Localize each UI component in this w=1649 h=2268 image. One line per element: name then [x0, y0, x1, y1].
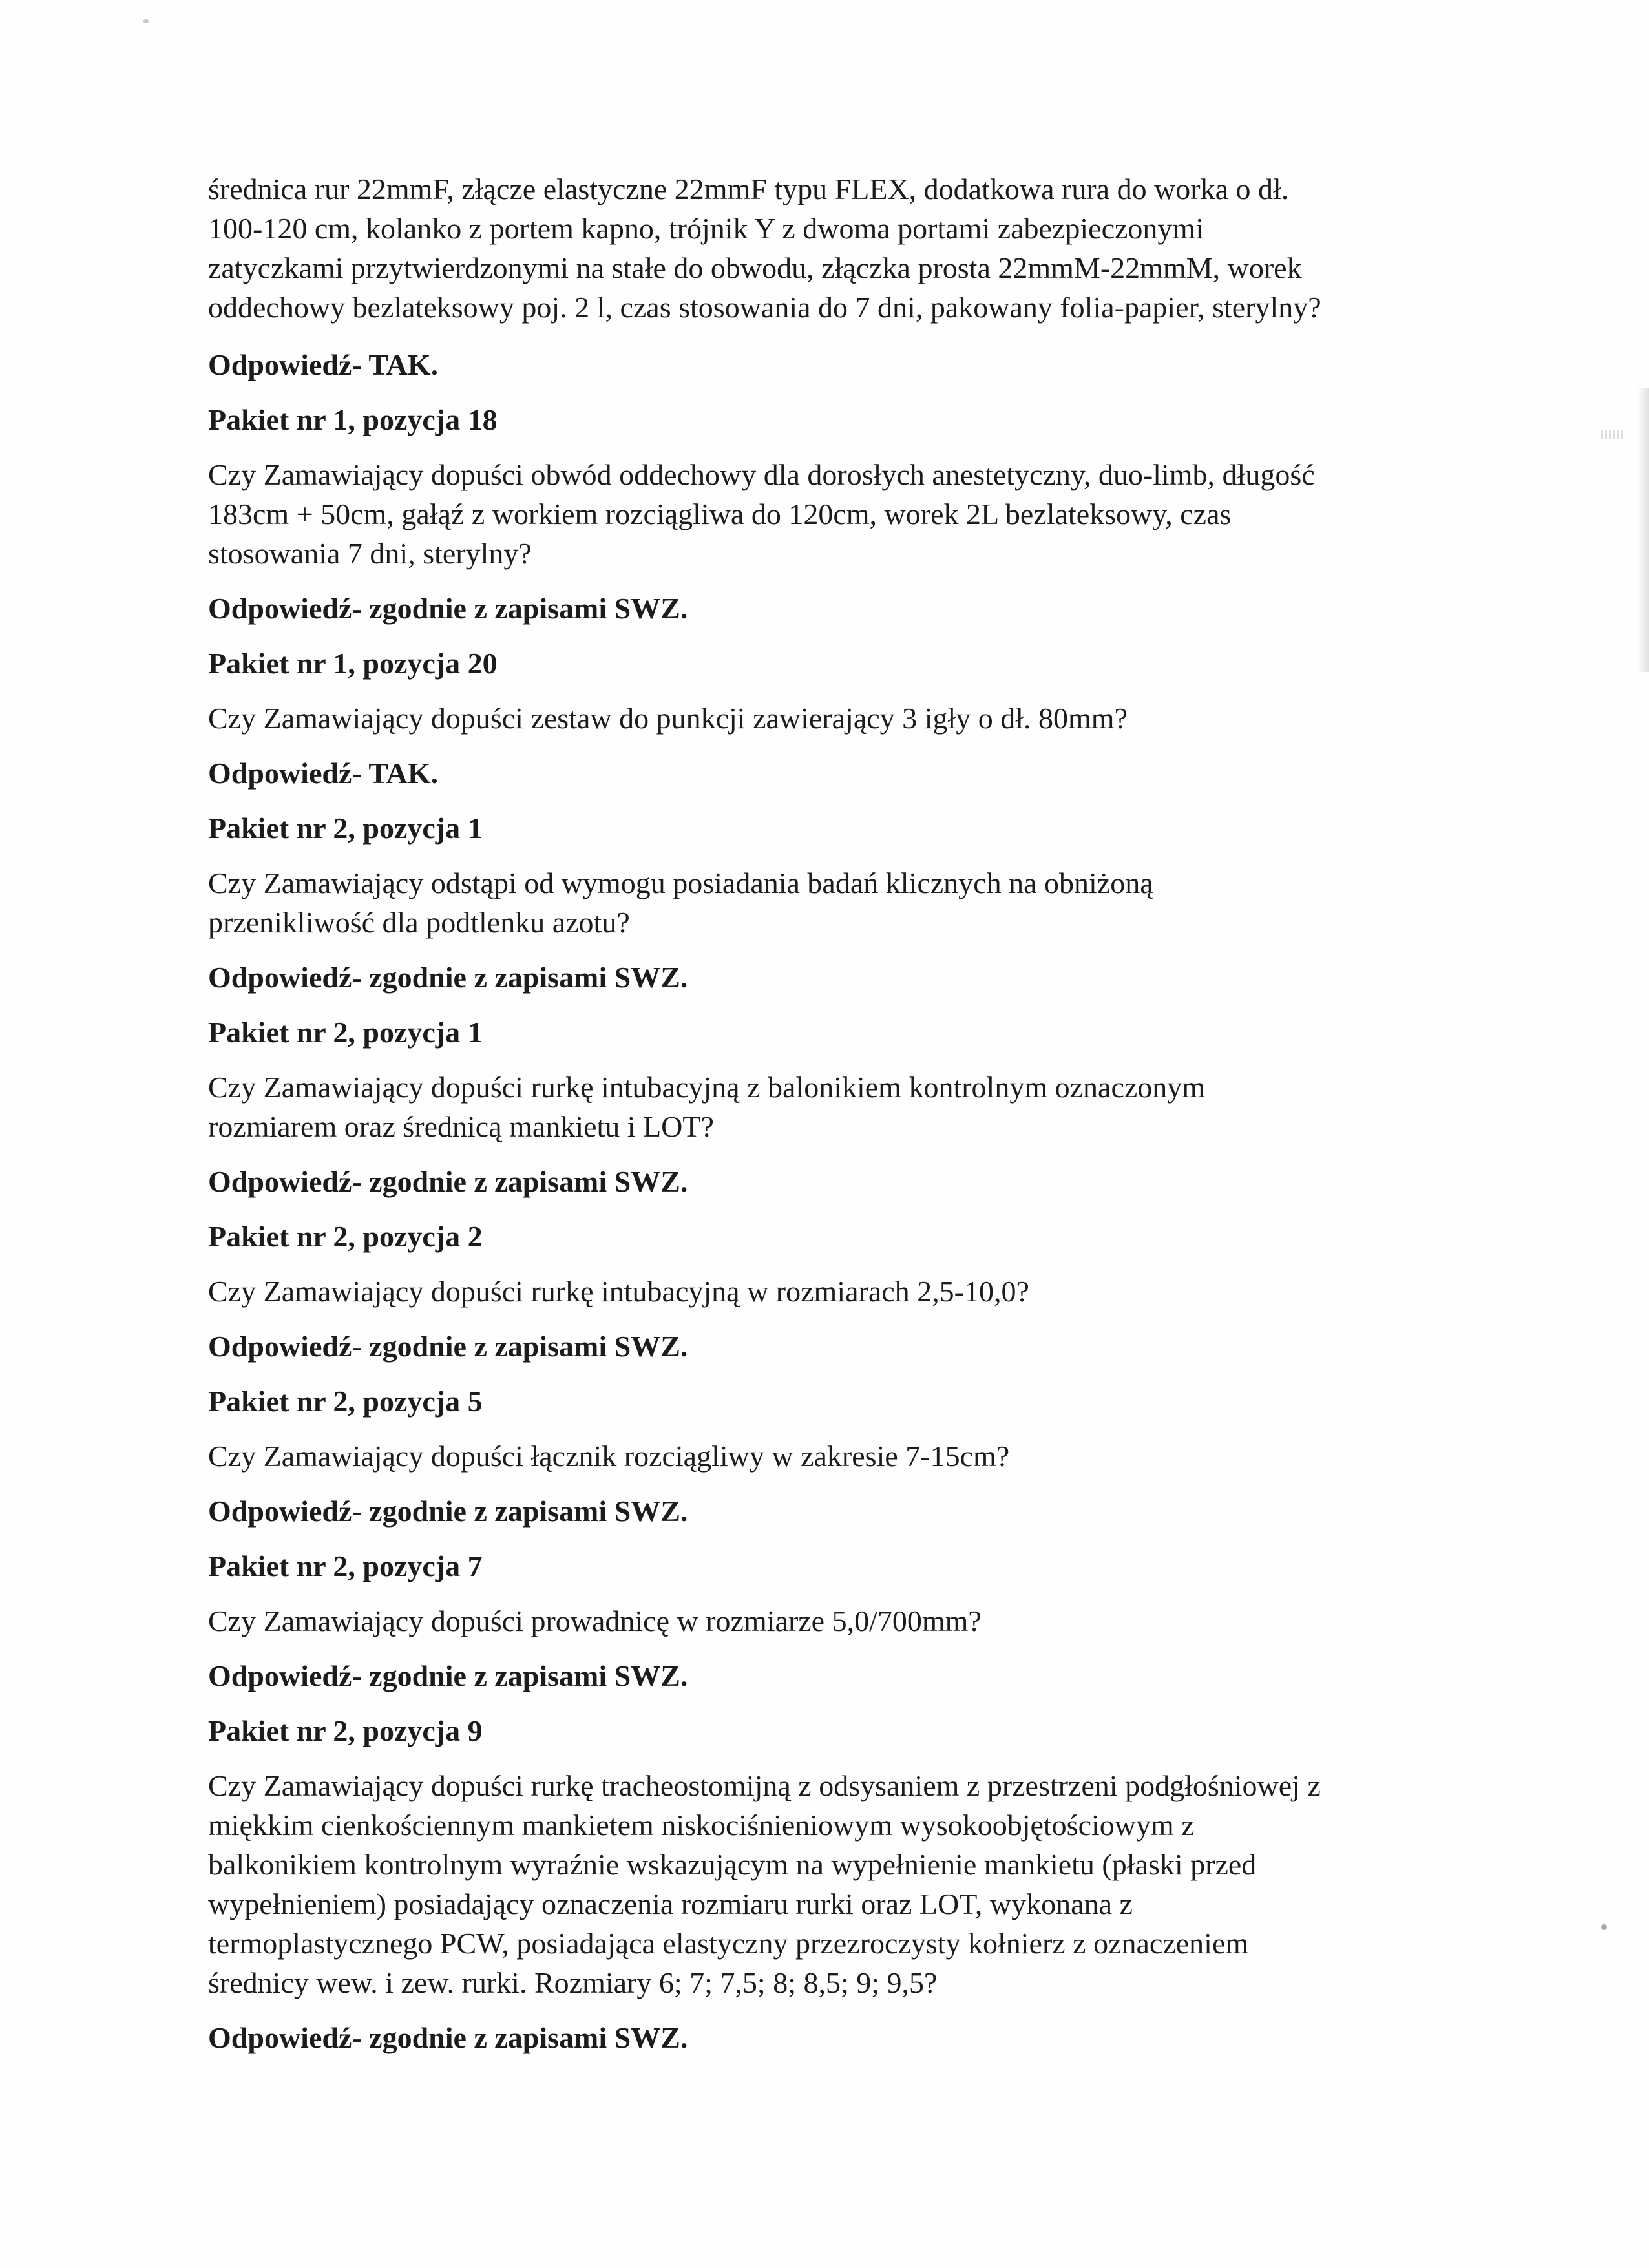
item-heading: Pakiet nr 2, pozycja 1 [208, 1016, 483, 1049]
item-question: Czy Zamawiający dopuści prowadnicę w rozmiarze 5,0/700mm? [208, 1604, 982, 1637]
item-question: Czy Zamawiający dopuści zestaw do punkcji zawierający 3 igły o dł. 80mm? [208, 702, 1128, 735]
item-heading: Pakiet nr 2, pozycja 7 [208, 1549, 483, 1582]
item-answer: Odpowiedź- TAK. [208, 757, 439, 790]
item-answer: Odpowiedź- zgodnie z zapisami SWZ. [208, 2021, 688, 2054]
item-heading: Pakiet nr 2, pozycja 5 [208, 1385, 483, 1418]
item-answer: Odpowiedź- zgodnie z zapisami SWZ. [208, 1659, 688, 1692]
item-question: Czy Zamawiający dopuści obwód oddechowy dla dorosłych anestetyczny, duo-limb, długość 183cm + 50cm, gałąź z workiem rozciągliwa do 120cm, worek 2L bezlateksowy, czas stosowania 7 dni, sterylny? [208, 458, 1315, 570]
item-question: Czy Zamawiający odstąpi od wymogu posiadania badań klicznych na obniżoną przenikliwość dla podtlenku azotu? [208, 866, 1153, 939]
scan-edge-shadow [1637, 388, 1649, 672]
item-question: Czy Zamawiający dopuści łącznik rozciągliwy w zakresie 7-15cm? [208, 1440, 1010, 1473]
item-question: Czy Zamawiający dopuści rurkę intubacyjną z balonikiem kontrolnym oznaczonym rozmiarem oraz średnicą mankietu i LOT? [208, 1071, 1206, 1143]
document-body [208, 169, 1487, 2057]
item-heading: Pakiet nr 1, pozycja 20 [208, 647, 498, 680]
qa-item [208, 400, 1487, 628]
qa-item [208, 1711, 1487, 2057]
item-answer: Odpowiedź- zgodnie z zapisami SWZ. [208, 961, 688, 994]
qa-item [208, 808, 1487, 997]
qa-item [208, 1013, 1487, 1201]
intro-answer: Odpowiedź- TAK. [208, 348, 439, 381]
scan-speck [1601, 430, 1623, 439]
item-heading: Pakiet nr 2, pozycja 9 [208, 1714, 483, 1747]
item-answer: Odpowiedź- zgodnie z zapisami SWZ. [208, 1165, 688, 1198]
item-answer: Odpowiedź- zgodnie z zapisami SWZ. [208, 1330, 688, 1363]
item-answer: Odpowiedź- zgodnie z zapisami SWZ. [208, 592, 688, 625]
item-heading: Pakiet nr 1, pozycja 18 [208, 403, 498, 436]
qa-item [208, 1381, 1487, 1531]
item-heading: Pakiet nr 2, pozycja 2 [208, 1220, 483, 1253]
item-heading: Pakiet nr 2, pozycja 1 [208, 812, 483, 845]
qa-item [208, 644, 1487, 793]
qa-item [208, 1217, 1487, 1366]
qa-item [208, 1546, 1487, 1696]
item-answer: Odpowiedź- zgodnie z zapisami SWZ. [208, 1495, 688, 1528]
intro-question: średnica rur 22mmF, złącze elastyczne 22mmF typu FLEX, dodatkowa rura do worka o dł. 100-120 cm, kolanko z portem kapno, trójnik Y z dwoma portami zabezpieczonymi zatyczkami przytwierdzonymi na stałe do obwodu, złączka prosta 22mmM-22mmM, worek oddechowy bezlateksowy poj. 2 l, czas stosowania do 7 dni, pakowany folia-papier, sterylny? [208, 173, 1321, 324]
scan-speck [1601, 1924, 1607, 1930]
scan-speck [143, 19, 149, 23]
item-question: Czy Zamawiający dopuści rurkę tracheostomijną z odsysaniem z przestrzeni podgłośniowej z miękkim cienkościennym mankietem niskociśnieniowym wysokoobjętościowym z balkonikiem kontrolnym wyraźnie wskazującym na wypełnienie mankietu (płaski przed wypełnieniem) posiadający oznaczenia rozmiaru rurki oraz LOT, wykonana z termoplastycznego PCW, posiadająca elastyczny przezroczysty kołnierz z oznaczeniem średnicy wew. i zew. rurki. Rozmiary 6; 7; 7,5; 8; 8,5; 9; 9,5? [208, 1769, 1321, 1999]
item-question: Czy Zamawiający dopuści rurkę intubacyjną w rozmiarach 2,5-10,0? [208, 1275, 1029, 1308]
